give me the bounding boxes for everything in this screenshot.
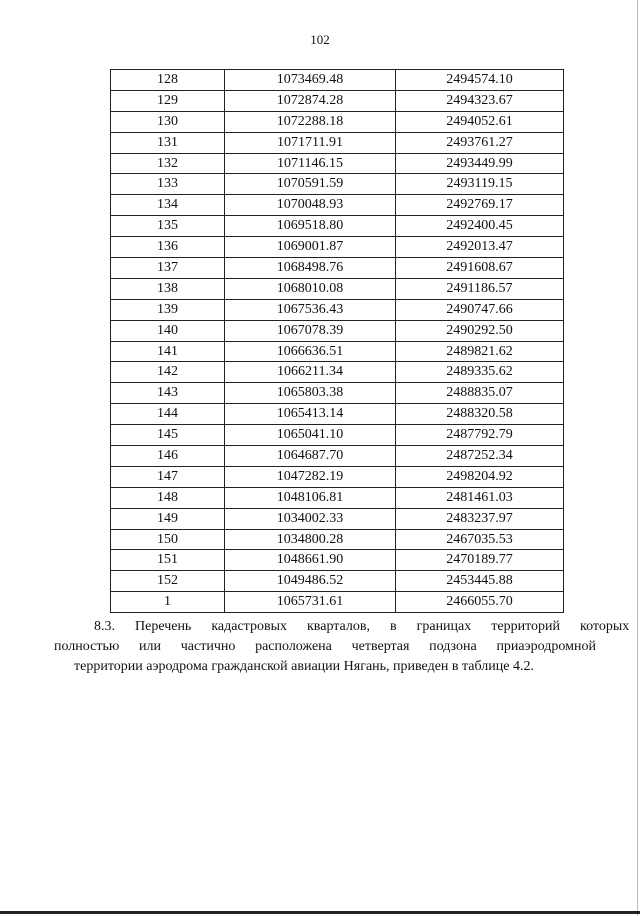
table-row bbox=[111, 132, 564, 153]
y-coordinate-cell: 2487792.79 bbox=[396, 425, 564, 446]
point-number-cell: 149 bbox=[111, 508, 225, 529]
y-coordinate-cell: 2490292.50 bbox=[396, 320, 564, 341]
paragraph-word: в bbox=[389, 619, 397, 634]
coordinates-table-body bbox=[111, 70, 564, 613]
table-row bbox=[111, 362, 564, 383]
paragraph-word: Перечень bbox=[135, 619, 192, 634]
paragraph-word: границах bbox=[416, 619, 472, 634]
x-coordinate-cell: 1069001.87 bbox=[225, 237, 396, 258]
paragraph-8-3 bbox=[54, 617, 630, 677]
point-number-cell: 131 bbox=[111, 132, 225, 153]
table-row bbox=[111, 550, 564, 571]
x-coordinate-cell: 1066211.34 bbox=[225, 362, 396, 383]
x-coordinate-cell: 1034002.33 bbox=[225, 508, 396, 529]
paragraph-line-2 bbox=[54, 637, 596, 657]
y-coordinate-cell: 2494323.67 bbox=[396, 90, 564, 111]
y-coordinate-cell: 2487252.34 bbox=[396, 446, 564, 467]
y-coordinate-cell: 2493119.15 bbox=[396, 174, 564, 195]
x-coordinate-cell: 1071711.91 bbox=[225, 132, 396, 153]
table-row bbox=[111, 153, 564, 174]
x-coordinate-cell: 1065041.10 bbox=[225, 425, 396, 446]
y-coordinate-cell: 2488320.58 bbox=[396, 404, 564, 425]
table-row bbox=[111, 487, 564, 508]
point-number-cell: 147 bbox=[111, 466, 225, 487]
y-coordinate-cell: 2492013.47 bbox=[396, 237, 564, 258]
table-row bbox=[111, 383, 564, 404]
x-coordinate-cell: 1066636.51 bbox=[225, 341, 396, 362]
table-row bbox=[111, 237, 564, 258]
table-row bbox=[111, 90, 564, 111]
paragraph-word: частично bbox=[180, 639, 236, 654]
x-coordinate-cell: 1048661.90 bbox=[225, 550, 396, 571]
paragraph-word: 8.3. bbox=[94, 619, 115, 634]
x-coordinate-cell: 1071146.15 bbox=[225, 153, 396, 174]
paragraph-line-3 bbox=[54, 657, 596, 677]
x-coordinate-cell: 1073469.48 bbox=[225, 70, 396, 91]
point-number-cell: 140 bbox=[111, 320, 225, 341]
y-coordinate-cell: 2488835.07 bbox=[396, 383, 564, 404]
paragraph-line-3-text: территории аэродрома гражданской авиации Нягань, приведен в таблице 4.2. bbox=[74, 659, 534, 674]
point-number-cell: 145 bbox=[111, 425, 225, 446]
x-coordinate-cell: 1072288.18 bbox=[225, 111, 396, 132]
point-number-cell: 151 bbox=[111, 550, 225, 571]
paragraph-line-1 bbox=[74, 617, 630, 637]
table-row bbox=[111, 195, 564, 216]
point-number-cell: 132 bbox=[111, 153, 225, 174]
table-row bbox=[111, 70, 564, 91]
x-coordinate-cell: 1047282.19 bbox=[225, 466, 396, 487]
y-coordinate-cell: 2494574.10 bbox=[396, 70, 564, 91]
y-coordinate-cell: 2467035.53 bbox=[396, 529, 564, 550]
page-number: 102 bbox=[310, 32, 330, 47]
y-coordinate-cell: 2490747.66 bbox=[396, 299, 564, 320]
paragraph-word: территорий bbox=[491, 619, 561, 634]
x-coordinate-cell: 1069518.80 bbox=[225, 216, 396, 237]
x-coordinate-cell: 1048106.81 bbox=[225, 487, 396, 508]
x-coordinate-cell: 1067078.39 bbox=[225, 320, 396, 341]
paragraph-word: приаэродромной bbox=[496, 639, 596, 654]
table-row bbox=[111, 571, 564, 592]
point-number-cell: 134 bbox=[111, 195, 225, 216]
point-number-cell: 142 bbox=[111, 362, 225, 383]
y-coordinate-cell: 2491186.57 bbox=[396, 278, 564, 299]
y-coordinate-cell: 2466055.70 bbox=[396, 592, 564, 613]
y-coordinate-cell: 2483237.97 bbox=[396, 508, 564, 529]
table-row bbox=[111, 466, 564, 487]
x-coordinate-cell: 1034800.28 bbox=[225, 529, 396, 550]
x-coordinate-cell: 1064687.70 bbox=[225, 446, 396, 467]
point-number-cell: 136 bbox=[111, 237, 225, 258]
paragraph-word: или bbox=[139, 639, 162, 654]
point-number-cell: 146 bbox=[111, 446, 225, 467]
table-row bbox=[111, 111, 564, 132]
paragraph-word: четвертая bbox=[351, 639, 410, 654]
y-coordinate-cell: 2481461.03 bbox=[396, 487, 564, 508]
point-number-cell: 129 bbox=[111, 90, 225, 111]
table-row bbox=[111, 592, 564, 613]
scan-bottom-edge bbox=[0, 911, 640, 914]
y-coordinate-cell: 2494052.61 bbox=[396, 111, 564, 132]
table-row bbox=[111, 258, 564, 279]
paragraph-word: которых bbox=[580, 619, 630, 634]
point-number-cell: 137 bbox=[111, 258, 225, 279]
y-coordinate-cell: 2492769.17 bbox=[396, 195, 564, 216]
coordinates-table bbox=[110, 69, 564, 613]
x-coordinate-cell: 1068498.76 bbox=[225, 258, 396, 279]
point-number-cell: 152 bbox=[111, 571, 225, 592]
paragraph-word: расположена bbox=[255, 639, 332, 654]
table-row bbox=[111, 508, 564, 529]
point-number-cell: 1 bbox=[111, 592, 225, 613]
x-coordinate-cell: 1067536.43 bbox=[225, 299, 396, 320]
table-row bbox=[111, 341, 564, 362]
y-coordinate-cell: 2491608.67 bbox=[396, 258, 564, 279]
y-coordinate-cell: 2470189.77 bbox=[396, 550, 564, 571]
table-row bbox=[111, 529, 564, 550]
point-number-cell: 138 bbox=[111, 278, 225, 299]
table-row bbox=[111, 320, 564, 341]
x-coordinate-cell: 1065731.61 bbox=[225, 592, 396, 613]
table-row bbox=[111, 216, 564, 237]
point-number-cell: 141 bbox=[111, 341, 225, 362]
point-number-cell: 135 bbox=[111, 216, 225, 237]
paragraph-word: кварталов, bbox=[307, 619, 370, 634]
point-number-cell: 139 bbox=[111, 299, 225, 320]
x-coordinate-cell: 1072874.28 bbox=[225, 90, 396, 111]
paragraph-word: полностью bbox=[54, 639, 120, 654]
y-coordinate-cell: 2489335.62 bbox=[396, 362, 564, 383]
y-coordinate-cell: 2493761.27 bbox=[396, 132, 564, 153]
point-number-cell: 128 bbox=[111, 70, 225, 91]
table-row bbox=[111, 278, 564, 299]
y-coordinate-cell: 2489821.62 bbox=[396, 341, 564, 362]
table-row bbox=[111, 299, 564, 320]
table-row bbox=[111, 174, 564, 195]
table-row bbox=[111, 425, 564, 446]
x-coordinate-cell: 1065803.38 bbox=[225, 383, 396, 404]
point-number-cell: 144 bbox=[111, 404, 225, 425]
y-coordinate-cell: 2493449.99 bbox=[396, 153, 564, 174]
x-coordinate-cell: 1049486.52 bbox=[225, 571, 396, 592]
point-number-cell: 130 bbox=[111, 111, 225, 132]
table-row bbox=[111, 404, 564, 425]
x-coordinate-cell: 1068010.08 bbox=[225, 278, 396, 299]
paragraph-word: подзона bbox=[429, 639, 477, 654]
paragraph-word: кадастровых bbox=[211, 619, 287, 634]
point-number-cell: 150 bbox=[111, 529, 225, 550]
point-number-cell: 148 bbox=[111, 487, 225, 508]
x-coordinate-cell: 1070048.93 bbox=[225, 195, 396, 216]
table-row bbox=[111, 446, 564, 467]
x-coordinate-cell: 1070591.59 bbox=[225, 174, 396, 195]
scan-right-edge bbox=[637, 0, 638, 916]
y-coordinate-cell: 2498204.92 bbox=[396, 466, 564, 487]
point-number-cell: 143 bbox=[111, 383, 225, 404]
point-number-cell: 133 bbox=[111, 174, 225, 195]
x-coordinate-cell: 1065413.14 bbox=[225, 404, 396, 425]
y-coordinate-cell: 2453445.88 bbox=[396, 571, 564, 592]
y-coordinate-cell: 2492400.45 bbox=[396, 216, 564, 237]
